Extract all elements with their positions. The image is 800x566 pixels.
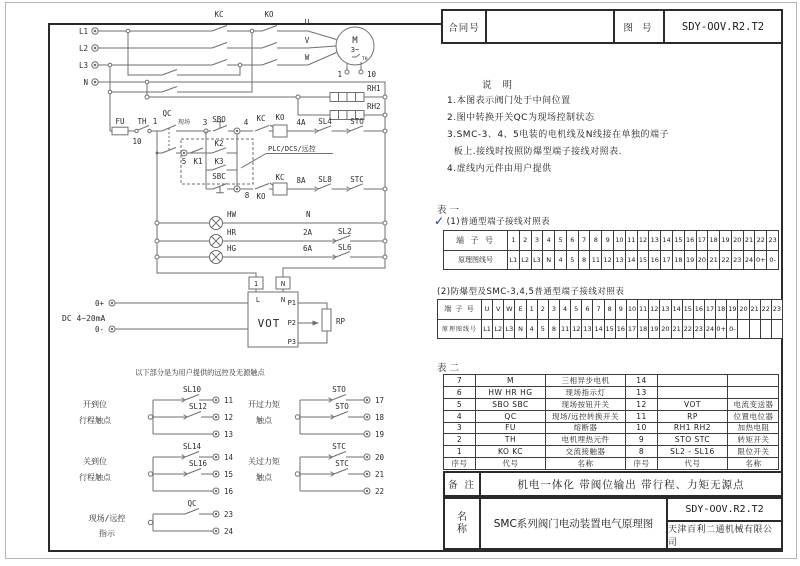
vot-p1-label: P1 <box>287 299 296 307</box>
terminal-cell: V <box>492 299 503 319</box>
close-torque-group-label2: 触点 <box>256 473 272 482</box>
wire-1-label: 1 <box>152 117 158 126</box>
terminal-17-label: 17 <box>375 396 385 405</box>
motor-terminal-1: 1 <box>337 70 342 79</box>
remark-text: 机电一体化 带阀位输出 带行程、力矩无源点 <box>517 478 745 491</box>
component-cell: SL2 - SL16 <box>657 445 727 457</box>
terminal-21-label: 21 <box>375 470 385 479</box>
line-cell <box>760 319 771 339</box>
rp-pot-label: RP <box>336 317 346 326</box>
terminal-cell: 22 <box>760 299 771 319</box>
ko-contact-label: KO <box>264 10 274 19</box>
k3-relay-label: K3 <box>214 157 224 166</box>
component-cell: 12 <box>625 398 657 410</box>
user-section-note: 以下部分是为用户提供的远控及无源触点 <box>135 368 265 377</box>
wire-8-label: 8 <box>244 191 250 200</box>
line-cell: L3 <box>503 319 514 339</box>
vot-terminal-1: 1 <box>253 280 259 288</box>
component-cell: VOT <box>657 398 727 410</box>
wire-2a-label: 2A <box>303 228 313 237</box>
terminal-cell: 9 <box>615 299 626 319</box>
terminal-cell: 23 <box>766 230 778 250</box>
phase-l1-label: L1 <box>78 27 88 36</box>
line-cell: 24 <box>704 319 715 339</box>
wire-3-label: 3 <box>202 118 208 127</box>
terminal-cell: 4 <box>559 299 570 319</box>
check-mark-icon: ✓ <box>434 214 445 228</box>
terminal-16-label: 16 <box>224 487 234 496</box>
line-cell: 13 <box>613 250 625 270</box>
phase-l3-label: L3 <box>78 61 88 70</box>
k2-relay-label: K2 <box>214 139 224 148</box>
drawing-no-label: 图 号 <box>615 11 665 42</box>
component-cell: 交流接触器 <box>545 445 625 457</box>
note-line: 板上.接线时按照防爆型端子接线对照表. <box>447 147 622 157</box>
component-cell: 序号 <box>443 457 475 469</box>
terminal-20-label: 20 <box>375 453 385 462</box>
terminal-15-label: 15 <box>224 470 234 479</box>
terminal-cell: 5 <box>570 299 581 319</box>
component-cell: SBO SBC <box>475 398 545 410</box>
terminal-cell: 19 <box>719 230 731 250</box>
line-cell: 0+ <box>715 319 726 339</box>
terminal-18-label: 18 <box>375 413 385 422</box>
line-cell <box>749 319 760 339</box>
sl12-label: SL12 <box>188 402 208 411</box>
component-cell: 7 <box>443 374 475 386</box>
vot-p3-label: P3 <box>287 338 296 346</box>
qc-switch-label: QC <box>162 109 172 118</box>
component-cell: 代号 <box>475 457 545 469</box>
k1-relay-label: K1 <box>193 157 203 166</box>
kc-coil-label: KC <box>275 173 285 182</box>
line-cell: 16 <box>615 319 626 339</box>
line-cell: 23 <box>731 250 743 270</box>
motor-th-label: TH <box>362 57 368 62</box>
component-cell: KO KC <box>475 445 545 457</box>
motor-v-label: V <box>304 36 310 45</box>
line-cell: 22 <box>682 319 693 339</box>
terminal-table-standard <box>443 230 779 270</box>
control-open-row <box>110 122 387 150</box>
component-cell: 11 <box>625 410 657 422</box>
component-cell: 10 <box>625 422 657 434</box>
terminal-cell: E <box>514 299 525 319</box>
terminal-cell: 15 <box>682 299 693 319</box>
table1-caption1 <box>434 215 550 227</box>
terminal-cell: 1 <box>526 299 537 319</box>
line-row-head-2: 原理图线号 <box>437 319 481 339</box>
component-cell: 4 <box>443 410 475 422</box>
component-cell: 8 <box>625 445 657 457</box>
lamp-hr-label: HR <box>227 228 237 237</box>
neutral-label: N <box>83 78 88 87</box>
drawing-title: SMC系列阀门电动装置电气原理图 <box>481 499 668 548</box>
terminal-cell: 20 <box>731 230 743 250</box>
line-cell <box>737 319 748 339</box>
terminal-cell: 14 <box>671 299 682 319</box>
component-cell: 电机埋热元件 <box>545 433 625 445</box>
motor-u-label: U <box>304 18 310 27</box>
dc-range-label: DC 4~20mA <box>62 314 106 323</box>
sl8-limit-label: SL8 <box>318 175 332 184</box>
title-block <box>443 497 783 550</box>
component-cell: 6 <box>443 386 475 398</box>
terminal-cell: 3 <box>548 299 559 319</box>
line-cell: 14 <box>592 319 603 339</box>
component-cell: 1 <box>443 445 475 457</box>
motor-phase-label: 3~ <box>350 46 360 54</box>
terminal-cell: 2 <box>537 299 548 319</box>
line-cell: 21 <box>707 250 719 270</box>
note-line: 1.本图表示阀门处于中间位置 <box>447 96 571 106</box>
component-cell: RP <box>657 410 727 422</box>
terminal-19-label: 19 <box>375 430 385 439</box>
table1-caption1-text: (1)普通型端子接线对照表 <box>446 217 551 227</box>
component-cell: 2 <box>443 433 475 445</box>
open-torque-group-label2: 触点 <box>256 416 272 425</box>
name-label-char2: 称 <box>457 523 467 535</box>
line-cell <box>771 319 782 339</box>
line-row-head: 原理图线号 <box>443 250 507 270</box>
vot-terminal-n: N <box>280 280 286 288</box>
terminal-cell: 17 <box>704 299 715 319</box>
terminal-cell: 8 <box>589 230 601 250</box>
thermal-label: TH <box>137 117 147 126</box>
terminal-cell: 6 <box>581 299 592 319</box>
component-cell: 现场按钮开关 <box>545 398 625 410</box>
terminal-cell: 21 <box>743 230 755 250</box>
component-cell: STO STC <box>657 433 727 445</box>
note-line: 4.虚线内元件由用户提供 <box>447 164 552 174</box>
component-cell: 序号 <box>625 457 657 469</box>
terminal-cell: 18 <box>715 299 726 319</box>
component-cell: HW HR HG <box>475 386 545 398</box>
terminal-cell: 10 <box>613 230 625 250</box>
title-block-right <box>668 499 781 548</box>
line-cell: 17 <box>626 319 637 339</box>
terminal-cell: U <box>481 299 492 319</box>
note-line: 2.图中转换开关QC为现场控制状态 <box>447 113 595 123</box>
qc-contact-label: QC <box>187 499 197 508</box>
terminal-cell: 21 <box>749 299 760 319</box>
motor-m-label: M <box>352 36 358 46</box>
component-cell: 名称 <box>545 457 625 469</box>
terminal-cell: 6 <box>566 230 578 250</box>
line-cell: 13 <box>581 319 592 339</box>
line-cell: 4 <box>526 319 537 339</box>
component-list-table <box>443 374 779 470</box>
terminal-cell: 5 <box>554 230 566 250</box>
line-cell: 17 <box>660 250 672 270</box>
output-minus-label: 0- <box>94 325 104 334</box>
notes-list <box>447 93 669 178</box>
line-cell: 19 <box>684 250 696 270</box>
lamp-hw-label: HW <box>227 210 237 219</box>
sto-g2-label: STO <box>335 402 349 411</box>
component-cell <box>657 374 727 386</box>
terminal-cell: 11 <box>625 230 637 250</box>
title-header-row <box>441 9 783 44</box>
terminal-cell: 9 <box>601 230 613 250</box>
terminal-22-label: 22 <box>375 487 385 496</box>
component-cell: 加热电阻 <box>727 422 779 434</box>
terminal-cell: 20 <box>737 299 748 319</box>
terminal-cell: 10 <box>626 299 637 319</box>
line-cell: N <box>542 250 554 270</box>
sl14-label: SL14 <box>182 442 202 451</box>
terminal-cell: 17 <box>696 230 708 250</box>
terminal-row-head-2: 端 子 号 <box>437 299 481 319</box>
component-cell: 三相异步电机 <box>545 374 625 386</box>
sl2-limit-label: SL2 <box>338 227 352 236</box>
terminal-cell: 4 <box>542 230 554 250</box>
terminal-cell: 15 <box>672 230 684 250</box>
notes-title: 说 明 <box>482 80 517 91</box>
line-cell: 16 <box>648 250 660 270</box>
terminal-11-label: 11 <box>224 396 234 405</box>
component-cell: FU <box>475 422 545 434</box>
lamp-hg-label: HG <box>227 244 237 253</box>
component-cell: M <box>475 374 545 386</box>
ko-coil-label: KO <box>275 113 285 122</box>
kc-contact-label: KC <box>214 10 224 19</box>
wire-4a-label: 4A <box>296 118 306 127</box>
line-cell: 22 <box>719 250 731 270</box>
contract-no-label: 合同号 <box>443 11 487 42</box>
terminal-cell: 1 <box>507 230 519 250</box>
terminal-23-label: 23 <box>224 510 234 519</box>
wire-6a-label: 6A <box>303 244 313 253</box>
component-cell <box>727 374 779 386</box>
sl6-limit-label: SL6 <box>338 243 352 252</box>
component-cell: 转矩开关 <box>727 433 779 445</box>
terminal-cell: 7 <box>578 230 590 250</box>
open-torque-group-label: 开过力矩 <box>248 400 280 409</box>
position-transmitter <box>109 277 331 347</box>
line-cell: 14 <box>625 250 637 270</box>
line-cell: 5 <box>537 319 548 339</box>
terminal-cell: 19 <box>726 299 737 319</box>
line-cell: 5 <box>566 250 578 270</box>
lamp-n-wire-label: N <box>306 210 311 219</box>
component-cell: 现场指示灯 <box>545 386 625 398</box>
wire-4-label: 4 <box>243 118 249 127</box>
note-line: 3.SMC-3、4、5电装的电机线及N线接在单独的端子 <box>447 130 670 140</box>
output-plus-label: 0+ <box>94 299 104 308</box>
terminal-cell: 23 <box>771 299 782 319</box>
sto-g1-label: STO <box>332 385 346 394</box>
component-cell: QC <box>475 410 545 422</box>
stc-torque-label: STC <box>350 175 364 184</box>
component-cell <box>657 386 727 398</box>
line-cell: 19 <box>648 319 659 339</box>
fuse-label: FU <box>115 117 125 126</box>
terminal-row-head: 端 子 号 <box>443 230 507 250</box>
terminal-cell: 3 <box>531 230 543 250</box>
table1-caption2: (2)防爆型及SMC-3,4,5普通型端子接线对照表 <box>437 287 625 297</box>
component-cell: 9 <box>625 433 657 445</box>
name-label-char1: 名 <box>457 511 467 523</box>
component-cell: 位置电位器 <box>727 410 779 422</box>
vot-p2-label: P2 <box>287 319 296 327</box>
component-cell: 13 <box>625 386 657 398</box>
kc-nc-label: KC <box>256 114 266 123</box>
heater-rh2-label: RH2 <box>367 102 381 111</box>
line-cell: 18 <box>672 250 684 270</box>
terminal-cell: 16 <box>684 230 696 250</box>
terminal-cell: 12 <box>648 299 659 319</box>
component-cell: 14 <box>625 374 657 386</box>
terminal-cell: 12 <box>637 230 649 250</box>
terminal-cell: 22 <box>754 230 766 250</box>
company-name: 天津百利二通机械有限公司 <box>668 525 773 548</box>
stc-g1-label: STC <box>332 442 346 451</box>
sbo-button-label: SBO <box>212 115 226 124</box>
vot-n-label: N <box>280 296 286 304</box>
line-cell: 12 <box>601 250 613 270</box>
name-label <box>445 499 481 548</box>
phase-l2-label: L2 <box>78 44 88 53</box>
line-cell: L2 <box>519 250 531 270</box>
remark-row <box>443 471 783 497</box>
line-cell: 11 <box>559 319 570 339</box>
vot-l-label: L <box>255 296 261 304</box>
line-cell: 0- <box>726 319 737 339</box>
component-cell: 熔断器 <box>545 422 625 434</box>
line-cell: L1 <box>481 319 492 339</box>
line-cell: 20 <box>659 319 670 339</box>
line-cell: 20 <box>696 250 708 270</box>
wire-8a-label: 8A <box>296 176 306 185</box>
ko-nc-label: KO <box>256 192 266 201</box>
terminal-cell: 8 <box>604 299 615 319</box>
line-cell: 12 <box>570 319 581 339</box>
component-cell: TH <box>475 433 545 445</box>
vot-label: VOT <box>257 317 281 330</box>
terminal-cell: 18 <box>707 230 719 250</box>
terminal-24-label: 24 <box>224 527 234 536</box>
line-cell: 8 <box>578 250 590 270</box>
terminal-cell: 14 <box>660 230 672 250</box>
wire-5-label: 5 <box>181 157 187 166</box>
heater-rh1-label: RH1 <box>367 84 381 93</box>
plc-dcs-label: PLC/DCS/远控 <box>268 145 316 153</box>
line-cell: 11 <box>589 250 601 270</box>
terminal-cell: 13 <box>659 299 670 319</box>
sl10-label: SL10 <box>182 385 202 394</box>
qc-site-label: 现场 <box>177 119 191 126</box>
terminal-12-label: 12 <box>224 413 234 422</box>
line-cell: 21 <box>671 319 682 339</box>
terminal-cell: 2 <box>519 230 531 250</box>
sl4-limit-label: SL4 <box>318 117 332 126</box>
component-cell: RH1 RH2 <box>657 422 727 434</box>
terminal-cell: 7 <box>592 299 603 319</box>
close-limit-group-label: 关到位 <box>83 457 107 466</box>
terminal-13-label: 13 <box>224 430 234 439</box>
line-cell: 24 <box>743 250 755 270</box>
line-cell: 0- <box>766 250 778 270</box>
open-limit-group-label: 开到位 <box>83 400 107 409</box>
component-cell <box>727 386 779 398</box>
line-cell: L3 <box>531 250 543 270</box>
component-cell: 限位开关 <box>727 445 779 457</box>
terminal-cell: W <box>503 299 514 319</box>
title-drawing-no: SDY-OOV.R2.T2 <box>668 499 781 522</box>
line-cell: 23 <box>693 319 704 339</box>
close-torque-group-label: 关过力矩 <box>248 457 280 466</box>
terminal-14-label: 14 <box>224 453 234 462</box>
component-cell: 3 <box>443 422 475 434</box>
motor-w-label: W <box>304 53 310 62</box>
sbc-button-label: SBC <box>212 172 226 181</box>
drawing-no-value: SDY-OOV.R2.T2 <box>681 20 765 33</box>
sto-torque-label: STO <box>350 117 364 126</box>
component-cell: 现场/远控转换开关 <box>545 410 625 422</box>
contract-no-value-cell <box>487 11 615 42</box>
terminal-table-explosionproof <box>437 299 783 339</box>
terminal-cell: 16 <box>693 299 704 319</box>
line-cell: 15 <box>604 319 615 339</box>
line-cell: 15 <box>637 250 649 270</box>
terminal-cell: 13 <box>648 230 660 250</box>
component-cell: 名称 <box>727 457 779 469</box>
close-limit-group-label2: 行程触点 <box>79 473 111 482</box>
line-cell: L2 <box>492 319 503 339</box>
line-cell: 4 <box>554 250 566 270</box>
motor-terminal-10: 10 <box>367 70 377 79</box>
local-remote-group-label: 现场/远控 <box>88 514 126 523</box>
open-limit-group-label2: 行程触点 <box>79 416 111 425</box>
local-remote-group-label2: 指示 <box>99 529 115 538</box>
component-cell: 电流变送器 <box>727 398 779 410</box>
component-cell: 5 <box>443 398 475 410</box>
component-cell: 代号 <box>657 457 727 469</box>
table2-label: 表二 <box>437 363 463 374</box>
sl16-label: SL16 <box>188 459 208 468</box>
stc-g2-label: STC <box>335 459 349 468</box>
line-cell: 0+ <box>754 250 766 270</box>
line-cell: N <box>514 319 525 339</box>
remark-label: 备 注 <box>445 473 481 495</box>
wire-10-label: 10 <box>132 137 142 146</box>
table1-label: 表一 <box>437 205 463 216</box>
line-cell: 18 <box>637 319 648 339</box>
terminal-cell: 11 <box>637 299 648 319</box>
line-cell: L1 <box>507 250 519 270</box>
line-cell: 8 <box>548 319 559 339</box>
